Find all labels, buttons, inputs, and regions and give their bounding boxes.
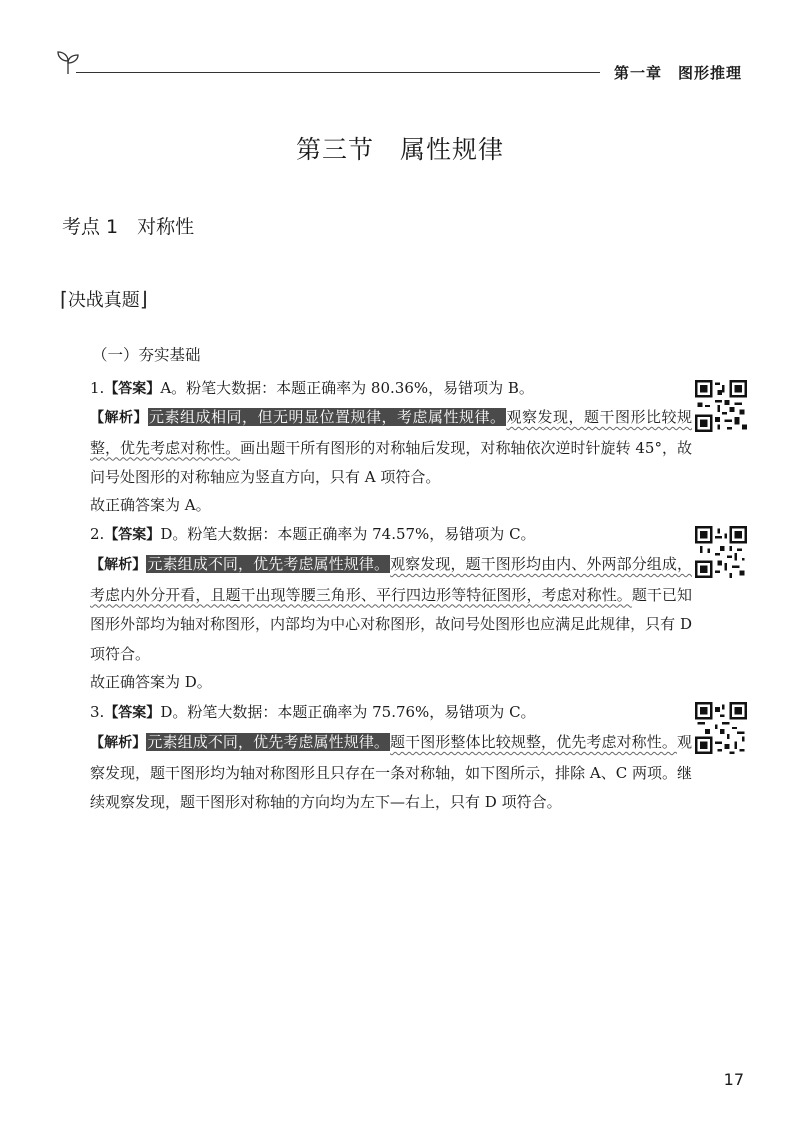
bracket-open-icon: ⌈ xyxy=(60,287,68,311)
page-number: 17 xyxy=(723,1070,744,1089)
wavy-text: 观察发现，题干图形均由内、外两部分组成，考虑内外分开看，且题干出现等腰三角形、平行四边形等特征图形，考虑对称性。 xyxy=(90,555,692,604)
header-rule xyxy=(76,72,600,73)
answer-line-3: 3.【答案】D。粉笔大数据：本题正确率为 75.76%，易错项为 C。 xyxy=(90,703,536,721)
analysis-3: 【解析】元素组成不同，优先考虑属性规律。题干图形整体比较规整，优先考虑对称性。观察发现，题干图形均为轴对称图形且只存在一条对称轴，如下图所示，排除 A、C 两项。继续观察发现，题干图形对称轴的方向均为左下—右上，只有 D 项符合。 xyxy=(90,733,692,811)
answer-line-1: 1.【答案】A。粉笔大数据：本题正确率为 80.36%，易错项为 B。 xyxy=(90,379,534,397)
kaodian-title: 考点 1 对称性 xyxy=(62,216,195,238)
subsection-title: （一）夯实基础 xyxy=(92,346,201,364)
highlight-text: 元素组成相同，但无明显位置规律，考虑属性规律。 xyxy=(149,408,506,426)
analysis-1: 【解析】元素组成相同，但无明显位置规律，考虑属性规律。观察发现，题干图形比较规整，优先考虑对称性。画出题干所有图形的对称轴后发现，对称轴依次逆时针旋转 45°，故问号处图形的对称轴应为竖直方向，只有 A 项符合。 xyxy=(90,408,692,486)
conclusion-1: 故正确答案为 A。 xyxy=(90,496,211,514)
wavy-text: 题干图形整体比较规整，优先考虑对称性。 xyxy=(390,733,677,751)
bracket-close-icon: ⌋ xyxy=(139,287,148,311)
section-title: 第三节 属性规律 xyxy=(295,135,504,164)
highlight-text: 元素组成不同，优先考虑属性规律。 xyxy=(147,555,390,573)
qr-code-icon[interactable] xyxy=(695,526,747,578)
chapter-title: 第一章 图形推理 xyxy=(613,64,742,82)
juezhan-title: 决战真题 xyxy=(67,290,140,311)
juezhan-heading xyxy=(60,286,148,312)
analysis-2: 【解析】元素组成不同，优先考虑属性规律。观察发现，题干图形均由内、外两部分组成，考虑内外分开看，且题干出现等腰三角形、平行四边形等特征图形，考虑对称性。题干已知图形外部均为轴对称图形，内部均为中心对称图形，故问号处图形也应满足此规律，只有 D 项符合。 xyxy=(90,555,692,663)
answer-line-2: 2.【答案】D。粉笔大数据：本题正确率为 74.57%，易错项为 C。 xyxy=(90,525,536,543)
qr-code-icon[interactable] xyxy=(695,702,747,754)
highlight-text: 元素组成不同，优先考虑属性规律。 xyxy=(147,733,390,751)
conclusion-2: 故正确答案为 D。 xyxy=(90,673,212,691)
qr-code-icon[interactable] xyxy=(695,380,747,432)
wavy-text: 观察发现，题干图形比较规整，优先考虑对称性。 xyxy=(90,408,692,457)
